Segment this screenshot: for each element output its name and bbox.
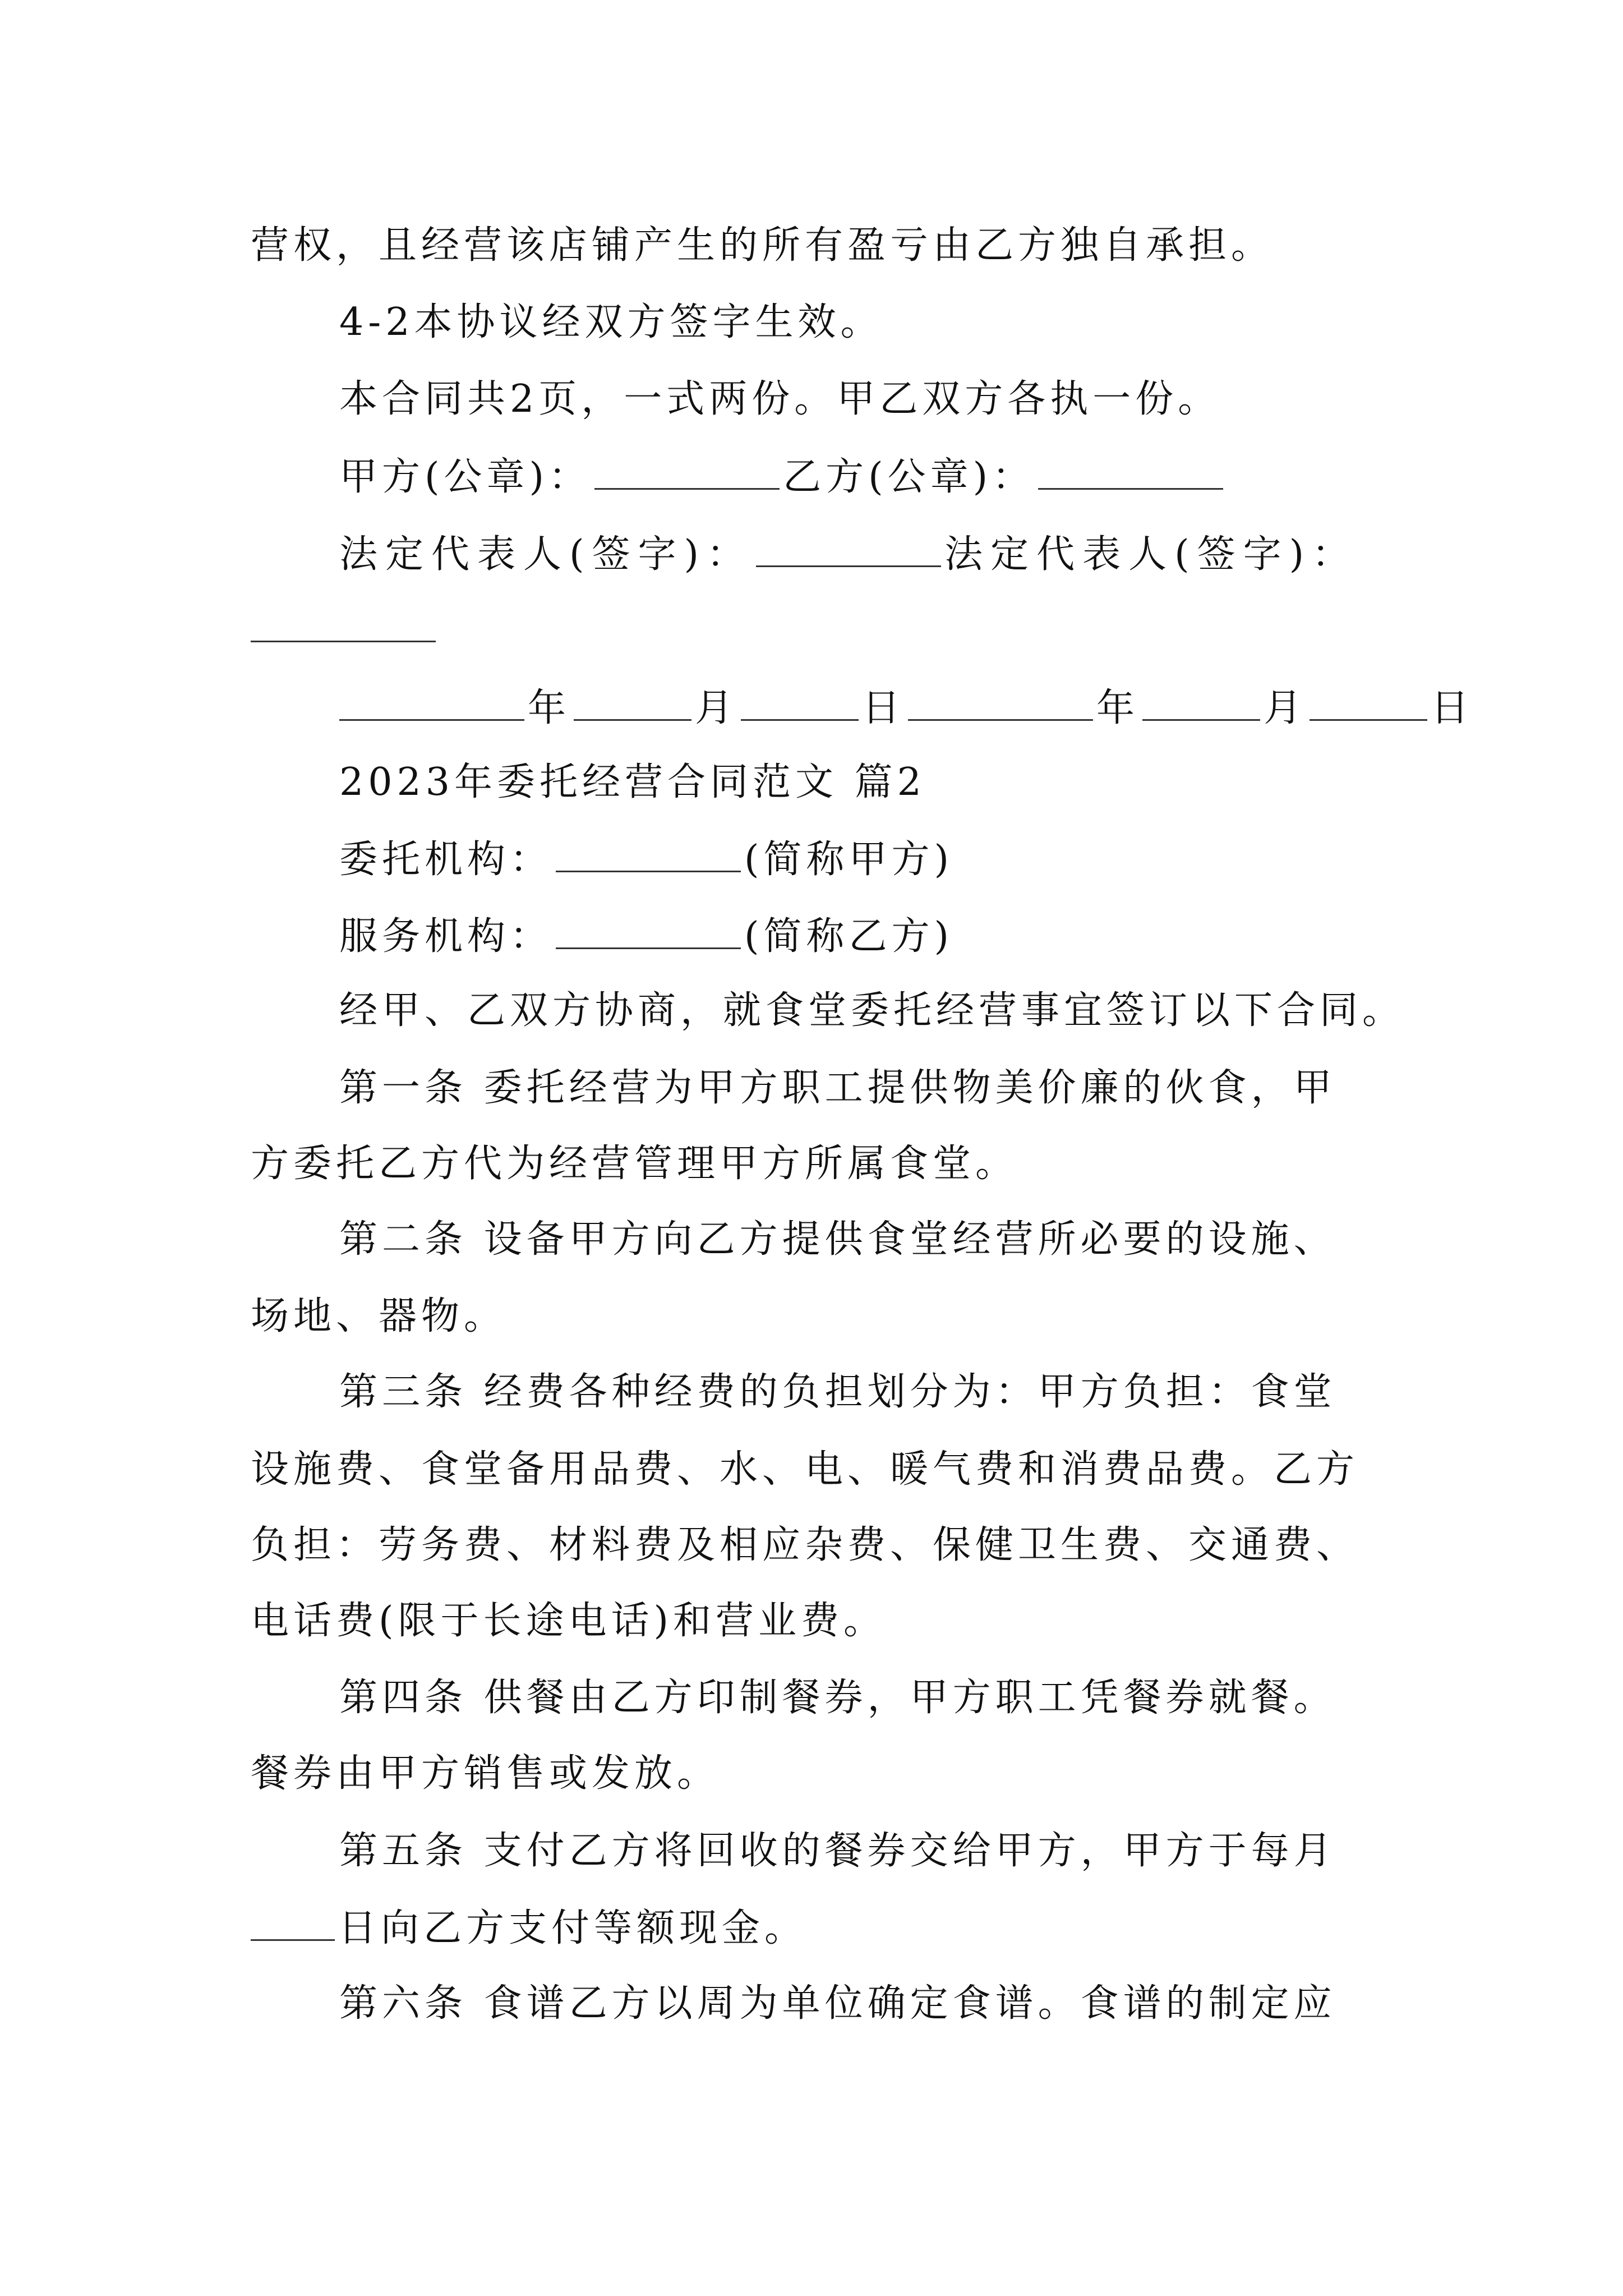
article-5-text: 日向乙方支付等额现金。 — [338, 1906, 808, 1950]
article-5-line: 第五条 支付乙方将回收的餐券交给甲方，甲方于每月 — [339, 1829, 1336, 1873]
rep-b-blank-line — [251, 600, 439, 658]
article-4-line: 第四条 供餐由乙方印制餐券，甲方职工凭餐券就餐。 — [339, 1676, 1336, 1720]
service-org-blank — [556, 907, 741, 949]
rep-a-blank — [756, 525, 941, 567]
article-3-line: 负担：劳务费、材料费及相应杂费、保健卫生费、交通费、 — [251, 1523, 1359, 1567]
date-blank — [1142, 679, 1260, 721]
rep-b-label: 法定代表人(签字)： — [944, 532, 1358, 577]
day-label: 日 — [862, 686, 905, 730]
payment-day-blank — [251, 1899, 335, 1941]
service-org-note: (简称乙方) — [744, 914, 954, 959]
article-6-line: 第六条 食谱乙方以周为单位确定食谱。食谱的制定应 — [339, 1981, 1336, 2026]
service-org-label: 服务机构： — [339, 914, 553, 959]
article-5-line — [251, 1899, 807, 1957]
service-org-line — [339, 907, 953, 965]
section-title: 2023年委托经营合同范文 篇2 — [339, 760, 926, 804]
year-label: 年 — [1096, 686, 1140, 730]
article-2-line: 第二条 设备甲方向乙方提供食堂经营所必要的设施、 — [339, 1217, 1336, 1262]
party-a-seal-blank — [594, 448, 780, 490]
article-4-line: 餐券由甲方销售或发放。 — [251, 1751, 720, 1796]
entrust-org-blank — [556, 830, 741, 872]
year-label: 年 — [528, 686, 571, 730]
article-3-line: 设施费、食堂备用品费、水、电、暖气费和消费品费。乙方 — [251, 1447, 1359, 1492]
rep-a-label: 法定代表人(签字)： — [339, 532, 753, 577]
party-b-seal-blank — [1038, 448, 1223, 490]
party-a-seal-label: 甲方(公章)： — [339, 455, 592, 499]
article-3-line: 电话费(限于长途电话)和营业费。 — [251, 1599, 887, 1643]
date-line — [339, 679, 1473, 737]
article-3-line: 第三条 经费各种经费的负担划分为：甲方负担：食堂 — [339, 1370, 1336, 1414]
month-label: 月 — [1264, 686, 1307, 730]
date-blank — [339, 679, 524, 721]
date-blank — [741, 679, 859, 721]
entrust-org-label: 委托机构： — [339, 838, 553, 882]
entrust-org-note: (简称甲方) — [744, 838, 954, 882]
body-line: 本合同共2页，一式两份。甲乙双方各执一份。 — [339, 377, 1221, 421]
date-blank — [908, 679, 1093, 721]
body-line: 4-2本协议经双方签字生效。 — [339, 300, 883, 344]
seal-signature-line — [339, 448, 1227, 505]
rep-b-blank — [251, 600, 436, 642]
date-blank — [1310, 679, 1427, 721]
article-1-line: 方委托乙方代为经营管理甲方所属食堂。 — [251, 1142, 1018, 1186]
month-label: 月 — [695, 686, 738, 730]
representative-signature-line — [339, 525, 1358, 583]
party-b-seal-label: 乙方(公章)： — [783, 455, 1035, 499]
article-2-line: 场地、器物。 — [251, 1294, 507, 1338]
date-blank — [574, 679, 691, 721]
body-line: 营权，且经营该店铺产生的所有盈亏由乙方独自承担。 — [251, 223, 1274, 268]
day-label: 日 — [1431, 686, 1474, 730]
entrust-org-line — [339, 830, 953, 888]
article-1-line: 第一条 委托经营为甲方职工提供物美价廉的伙食，甲 — [339, 1066, 1336, 1110]
intro-line: 经甲、乙双方协商，就食堂委托经营事宜签订以下合同。 — [339, 988, 1405, 1033]
